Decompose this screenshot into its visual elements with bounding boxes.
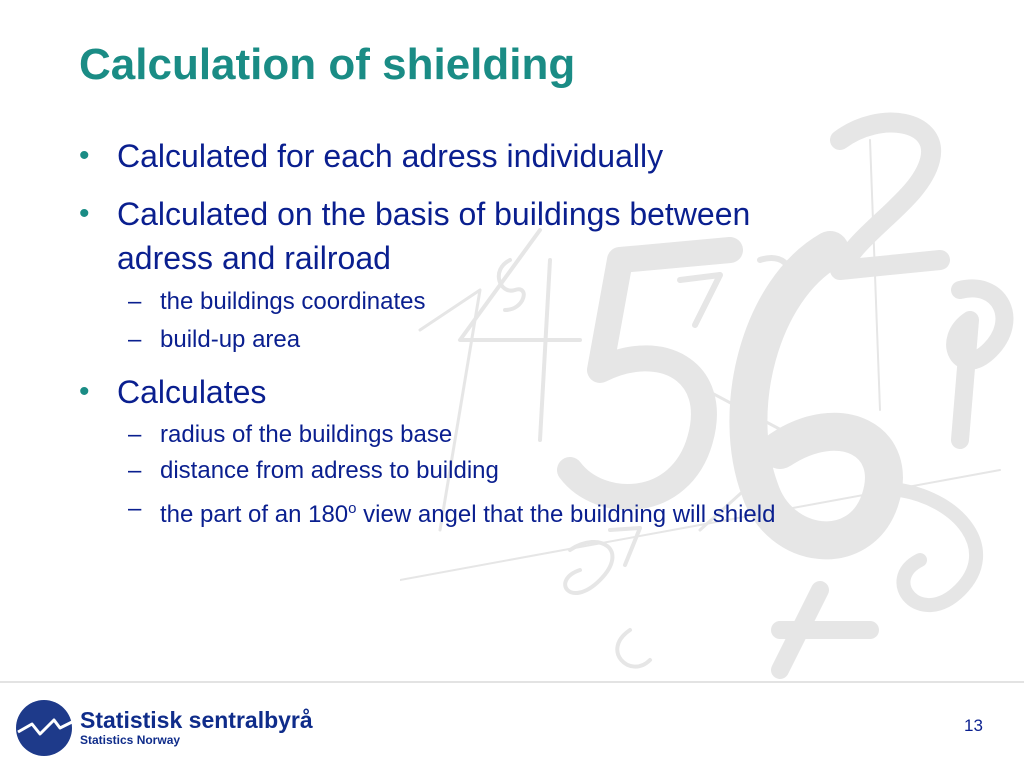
sub-bullet-text: the buildings coordinates [160, 288, 426, 315]
bullet-text: Calculates [117, 374, 267, 410]
org-subtitle: Statistics Norway [80, 733, 181, 747]
sub-bullet-item [128, 494, 776, 530]
bullet-text: Calculated for each adress individually [117, 138, 664, 174]
sub-bullet-item [128, 287, 426, 317]
dash-marker: – [128, 495, 142, 522]
org-name: Statistisk sentralbyrå [80, 707, 313, 733]
bullet-dot: • [79, 375, 90, 408]
bullet-item-continuation [117, 236, 391, 280]
bullet-text-line2: adress and railroad [117, 240, 391, 276]
sub-bullet-item [128, 456, 499, 486]
sub-bullet-text-after: view angel that the buildning will shield [356, 501, 776, 528]
sub-bullet-text: distance from adress to building [160, 457, 499, 484]
slide-title: Calculation of shielding [79, 40, 576, 89]
bullet-item [79, 192, 751, 236]
page-number: 13 [964, 716, 983, 735]
ssb-logo-icon [14, 698, 74, 758]
dash-marker: – [128, 421, 142, 448]
bullet-dot: • [79, 139, 90, 172]
bullet-item [79, 134, 664, 178]
dash-marker: – [128, 326, 142, 353]
bullet-dot: • [79, 197, 90, 230]
footer-divider [0, 681, 1024, 683]
bullet-item [79, 370, 267, 414]
degree-superscript: o [348, 500, 357, 517]
bullet-text-line1: Calculated on the basis of buildings between [117, 196, 751, 232]
dash-marker: – [128, 288, 142, 315]
sub-bullet-item [128, 325, 301, 355]
dash-marker: – [128, 457, 142, 484]
sub-bullet-text: build-up area [160, 326, 301, 353]
sub-bullet-item [128, 420, 453, 450]
sub-bullet-text-before: the part of an 180 [160, 501, 349, 528]
sub-bullet-text: radius of the buildings base [160, 421, 453, 448]
